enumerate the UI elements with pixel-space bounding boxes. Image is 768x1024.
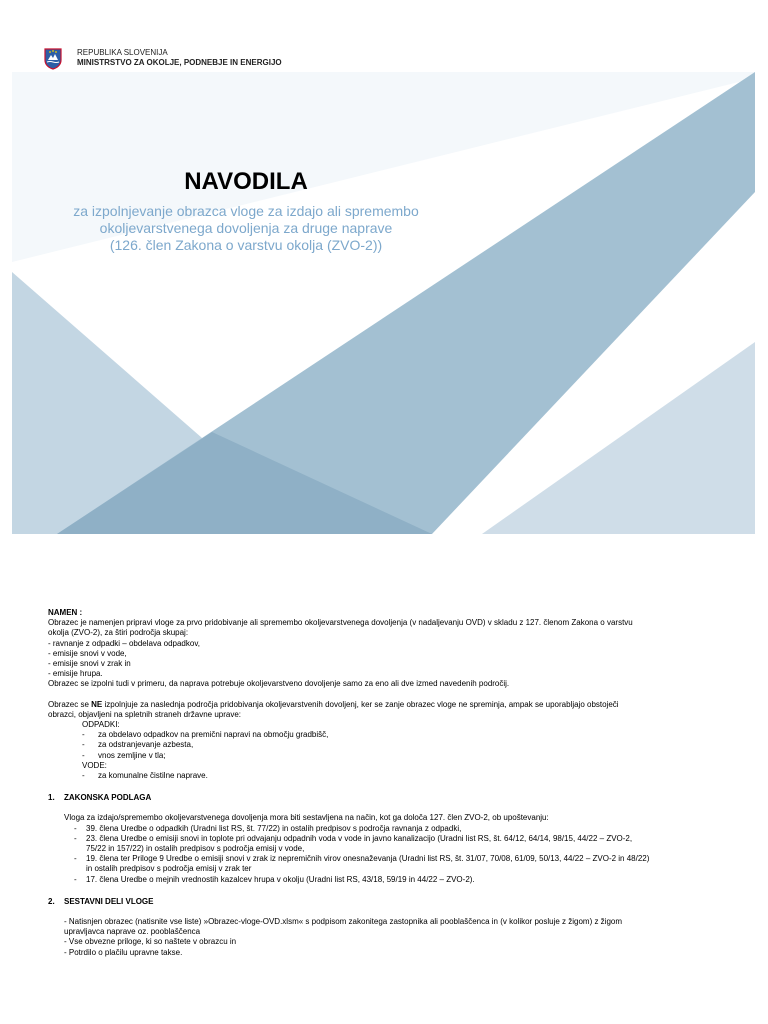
list-item: - vnos zemljine v tla; bbox=[82, 750, 166, 760]
list-item: - ravnanje z odpadki – obdelava odpadkov, bbox=[48, 638, 200, 648]
subtitle-line: okoljevarstvenega dovoljenja za druge naprave bbox=[99, 220, 393, 236]
document-body bbox=[48, 608, 720, 958]
vode-label: VODE: bbox=[82, 760, 107, 770]
section-heading: 2. SESTAVNI DELI VLOGE bbox=[48, 896, 154, 906]
paragraph-line: upravljavca naprave oz. pooblaščenca bbox=[64, 927, 201, 937]
paragraph-line: Obrazec se izpolni tudi v primeru, da naprava potrebuje okoljevarstveno dovoljenje samo za eno ali dve izmed navedenih področij. bbox=[48, 679, 510, 689]
paragraph-line: Obrazec je namenjen pripravi vloge za prvo pridobivanje ali spremembo okoljevarstvenega dovoljenja (v nadaljevanju OVD) v skladu z 127. členom Zakona o varstvu bbox=[48, 618, 633, 628]
list-item: - za komunalne čistilne naprave. bbox=[82, 771, 208, 781]
list-item: - 39. člena Uredbe o odpadkih (Uradni list RS, št. 77/22) in ostalih predpisov s področja ravnanja z odpadki, bbox=[74, 823, 462, 833]
paragraph-line: - Natisnjen obrazec (natisnite vse liste) »Obrazec-vloge-OVD.xlsm« s podpisom zakonitega zastopnika ali pooblaščenca in (v kolikor posluje z žigom) z žigom bbox=[64, 917, 623, 927]
cover-graphic bbox=[12, 72, 755, 534]
paragraph-line: obrazci, objavljeni na spletnih straneh državne uprave: bbox=[48, 709, 242, 719]
document-title: NAVODILA bbox=[184, 168, 308, 195]
ministry-name: MINISTRSTVO ZA OKOLJE, PODNEBJE IN ENERGIJO bbox=[77, 58, 282, 67]
coat-of-arms-icon bbox=[44, 48, 62, 70]
paragraph-line: Vloga za izdajo/spremembo okoljevarstvenega dovoljenja mora biti sestavljena na način, kot ga določa 127. člen ZVO-2, ob upoštevanju: bbox=[64, 813, 549, 823]
list-item: - za odstranjevanje azbesta, bbox=[82, 740, 194, 750]
subtitle-line: za izpolnjevanje obrazca vloge za izdajo ali spremembo bbox=[73, 203, 419, 219]
list-item: - za obdelavo odpadkov na premični napravi na območju gradbišč, bbox=[82, 730, 329, 740]
document-subtitle bbox=[36, 203, 456, 254]
list-item: - emisije snovi v zrak in bbox=[48, 659, 131, 669]
paragraph-line: okolja (ZVO-2), za štiri področja skupaj: bbox=[48, 628, 189, 638]
list-item: - 19. člena ter Priloge 9 Uredbe o emisiji snovi v zrak iz nepremičnih virov onesnaževanja (Uradni list RS, št. 31/07, 70/08, 61/09, 50/13, 44/22 – ZVO-2 in 48/22) in ostalih predpisov s področja emisij v zrak ter bbox=[74, 854, 650, 874]
subtitle-line: (126. člen Zakona o varstvu okolja (ZVO-2)) bbox=[109, 237, 383, 253]
section-heading: 1. ZAKONSKA PODLAGA bbox=[48, 793, 152, 803]
list-item: - emisije snovi v vode, bbox=[48, 648, 127, 658]
country-name: REPUBLIKA SLOVENIJA bbox=[77, 48, 168, 57]
paragraph-line: Obrazec se NE izpolnjuje za naslednja področja pridobivanja okoljevarstvenih dovoljenj, ker se zanje obrazec vloge ne spreminja, ampak se uporabljajo obstoječi bbox=[48, 699, 619, 709]
ministry-header bbox=[44, 44, 444, 74]
namen-heading: NAMEN : bbox=[48, 608, 83, 617]
list-item: - 17. člena Uredbe o mejnih vrednostih kazalcev hrupa v okolju (Uradni list RS, 43/18, 59/19 in 44/22 – ZVO-2). bbox=[74, 874, 475, 884]
list-item: - 23. člena Uredbe o emisiji snovi in toplote pri odvajanju odpadnih voda v vode in javno kanalizacijo (Uradni list RS, št. 64/12, 64/14, 98/15, 44/22 – ZVO-2, 75/22 in 157/22) in ostalih predpisov s področja emisij v vode, bbox=[74, 833, 633, 854]
list-item: - emisije hrupa. bbox=[48, 669, 103, 679]
paragraph-line: - Potrdilo o plačilu upravne takse. bbox=[64, 947, 183, 957]
paragraph-line: - Vse obvezne priloge, ki so naštete v obrazcu in bbox=[64, 937, 237, 947]
odpadki-label: ODPADKI: bbox=[82, 720, 120, 730]
